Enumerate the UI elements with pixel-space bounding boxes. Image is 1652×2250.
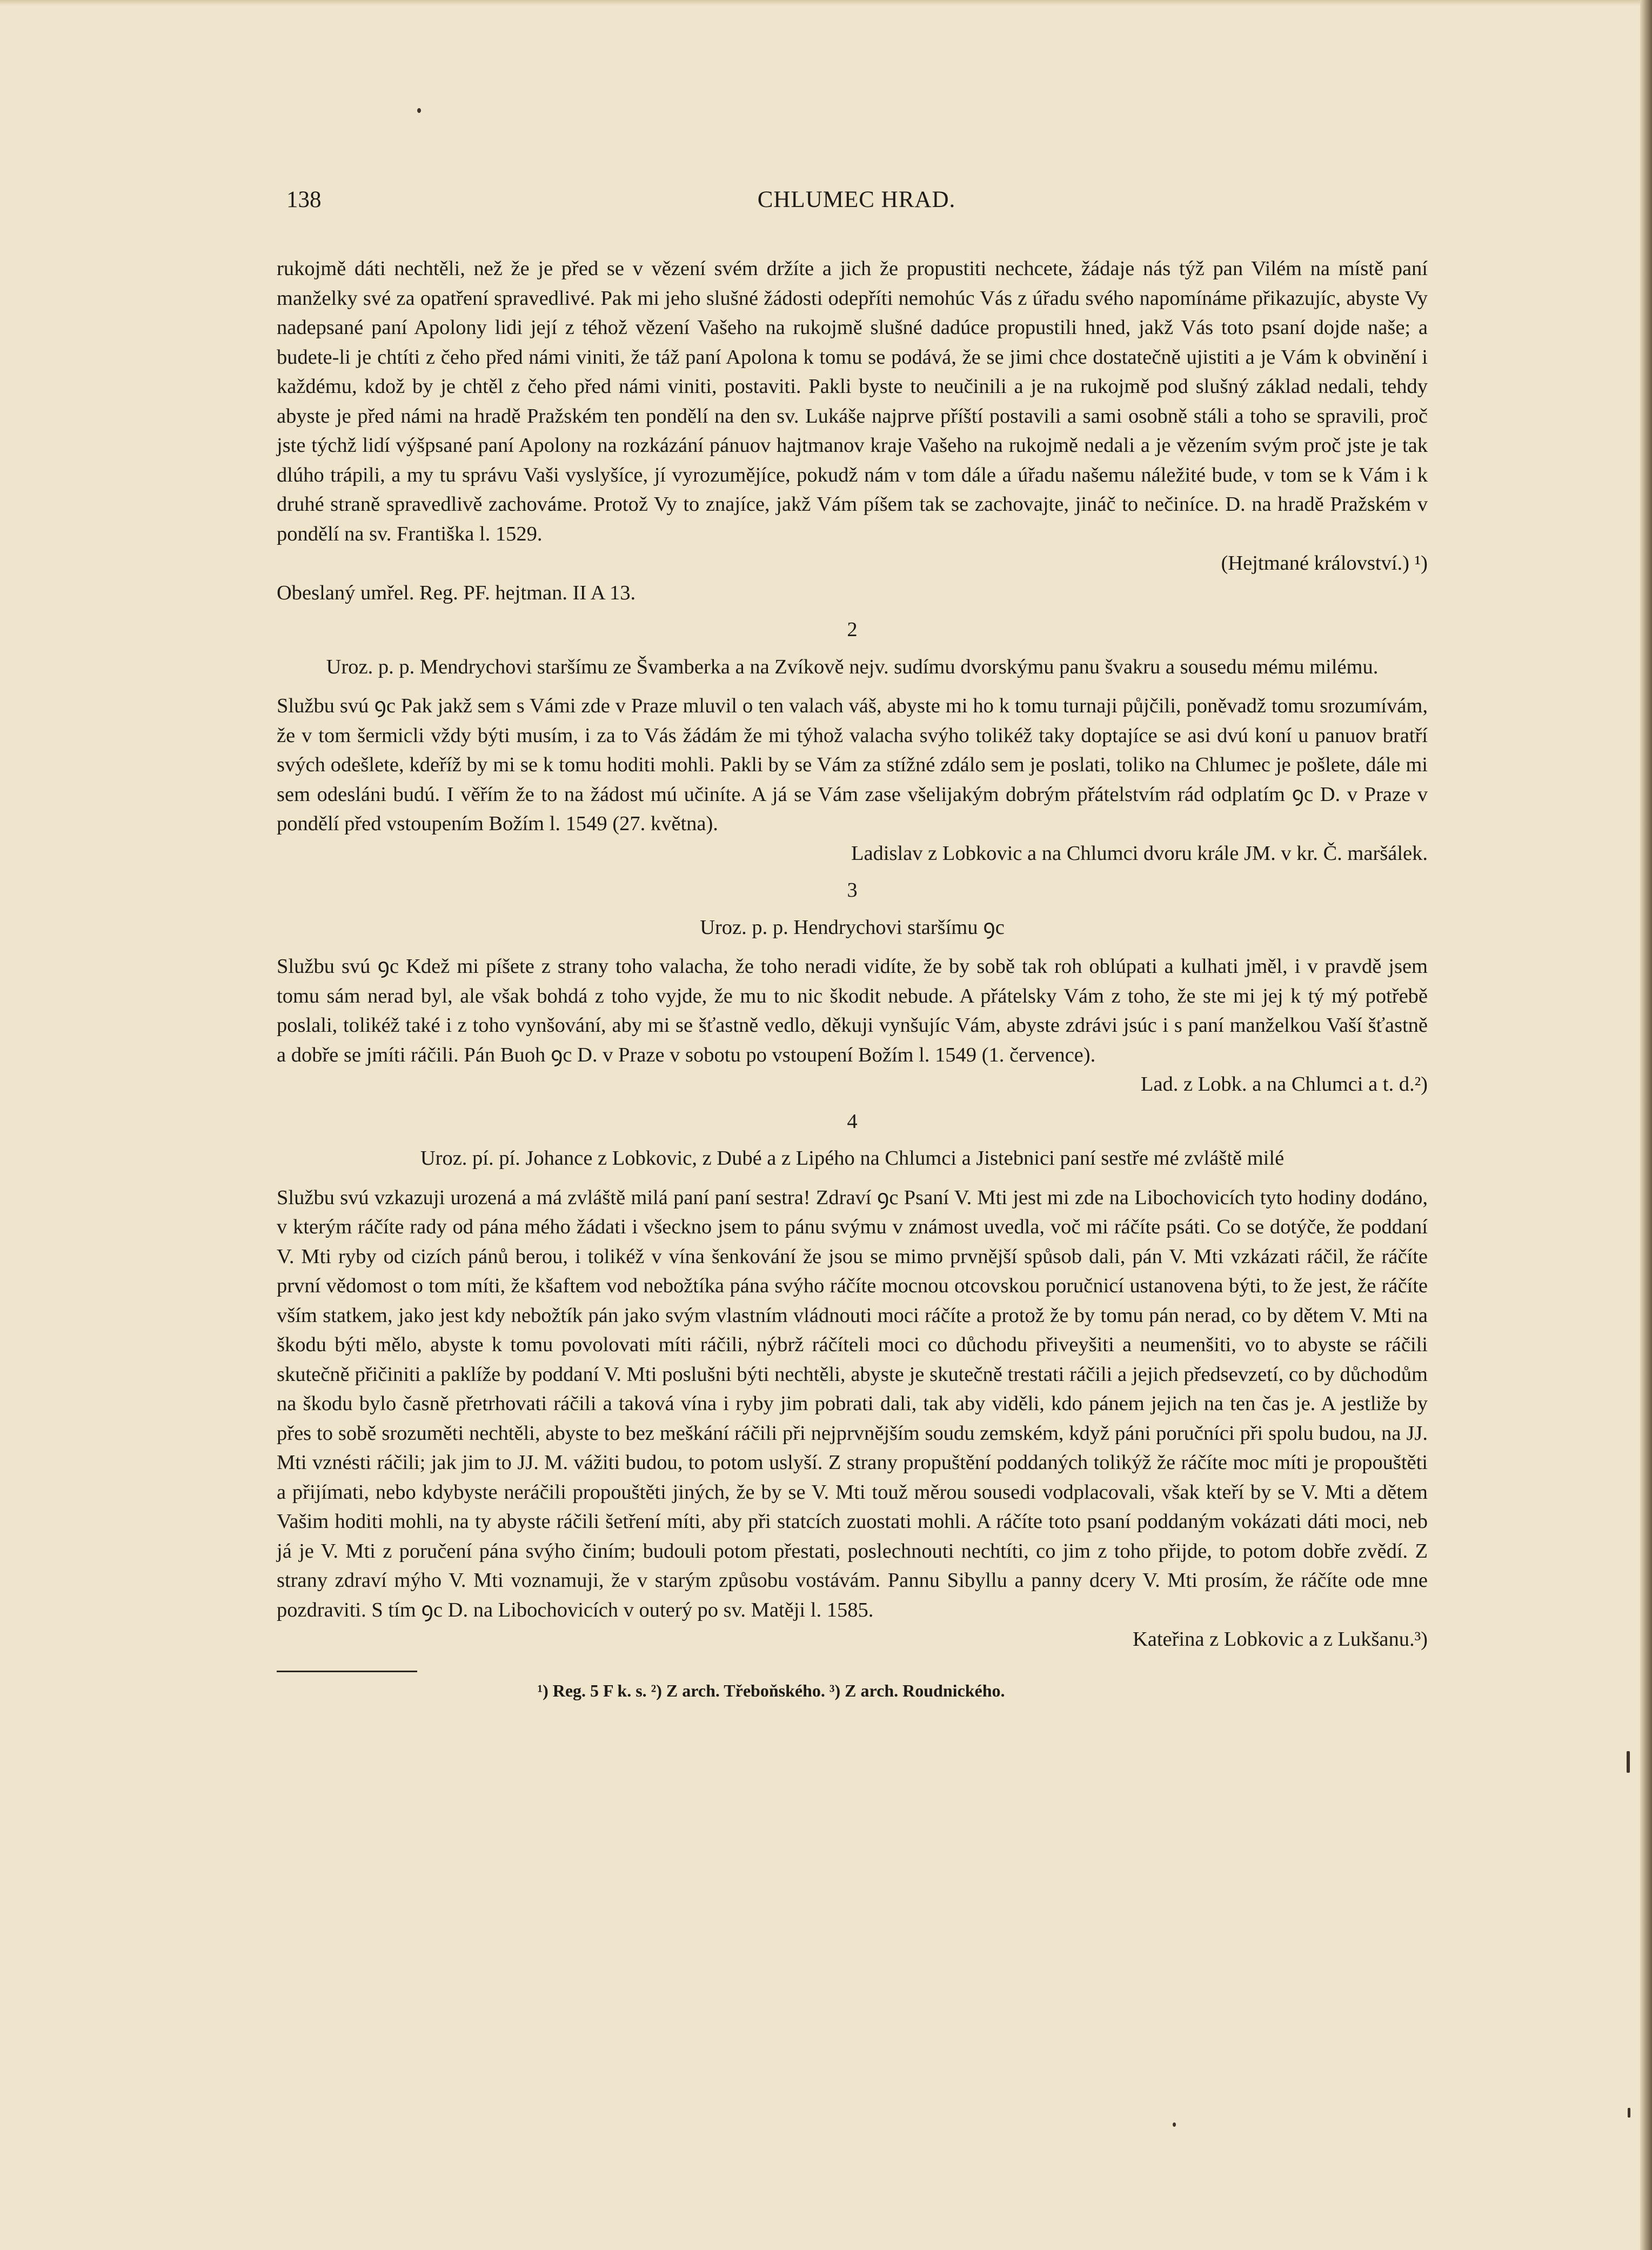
- page-right-edge: [1640, 0, 1652, 2250]
- letter-address: Uroz. pí. pí. Johance z Lobkovic, z Dubé a z Lipého na Chlumci a Jistebnici paní sestře mé zvláště milé: [420, 1147, 1285, 1170]
- letter-body: rukojmě dáti nechtěli, než že je před se v vězení svém držíte a jich že propustiti nechcete, žádaje nás týž pan Vilém na místě paní manželky své za opatření spravedlivé. Pak mi jeho slušné žádosti odepříti nemohúc Vás z úřadu svého napomínáme přikazujíc, abyste Vy nadepsané paní Apolony lidi její z téhož vězení Vašeho na rukojmě slušné dadúce propustili hned, jakž Vás toto psaní dojde naše; a budete-li je chtíti z čeho před námi viniti, že táž paní Apolona k tomu se podává, že se jimi chce dostatečně ujistiti a je Vám k obvinění i každému, kdož by je chtěl z čeho před námi viniti, postaviti. Pakli byste to neučinili a je na rukojmě pod slušný základ nedali, tehdy abyste je před námi na hradě Pražském ten pondělí na den sv. Lukáše najprve příští postavili a sami osobně stáli a toho se spravili, proč jste týchž lidí výšpsané paní Apolony na rozkázání pánuov hajtmanov kraje Vašeho na rukojmě nedali a je vězením svým proč jste je tak dlúho trápili, a my tu správu Vaši vyslyšíce, jí vyrozumějíce, pokudž nám v tom dále a úřadu našemu náležité bude, v tom se k Vám i k druhé straně spravedlivě zachováme. Protož Vy to znajíce, jakž Vám píšem tak se zachovajte, jináč to nečiníce. D. na hradě Pražském v pondělí na sv. Františka l. 1529.: [277, 257, 1428, 545]
- letter-signature: (Hejtmané království.) ¹): [1221, 552, 1428, 575]
- letter-4: [277, 1107, 1428, 1654]
- letter-body: Službu svú ꝯc Kdež mi píšete z strany toho valacha, že toho neradi vidíte, že by sobě tak roh oblúpati a kulhati jměl, i v pravdě jsem tomu sám nerad byl, ale však bohdá z toho vyjde, že mu to nic škodit nebude. A přátelsky Vám z toho, že ste mi jej k tý mý potřebě poslali, tolikéž také i z toho vynšování, aby mi se šťastně vedlo, děkuji vynšujíc Vám, abyste zdrávi jsúc i s paní manželkou Vaší šťastně a dobře se jmíti ráčili. Pán Buoh ꝯc D. v Praze v sobotu po vstoupení Božím l. 1549 (1. července).: [277, 955, 1428, 1066]
- running-head: CHLUMEC HRAD.: [757, 187, 956, 212]
- letter-address: Uroz. p. p. Mendrychovi staršímu ze Švamberka a na Zvíkově nejv. sudímu dvorskýmu panu švakru a sousedu mému milému.: [326, 655, 1379, 678]
- letter-address: Uroz. p. p. Hendrychovi staršímu ꝯc: [700, 916, 1005, 939]
- footnote-rule: [277, 1671, 417, 1672]
- letter-3: [277, 876, 1428, 1099]
- letter-signature: Lad. z Lobk. a na Chlumci a t. d.²): [1140, 1073, 1428, 1096]
- letter-signature: Kateřina z Lobkovic a z Lukšanu.³): [1132, 1628, 1428, 1651]
- letter-number: 4: [847, 1110, 858, 1133]
- paper-speck: [417, 108, 421, 113]
- editorial-note: Obeslaný umřel. Reg. PF. hejtman. II A 13.: [277, 581, 636, 604]
- page-content: [277, 254, 1428, 1702]
- letter-1: [277, 254, 1428, 607]
- letter-number: 3: [847, 879, 858, 902]
- page-header: [286, 184, 1427, 216]
- letter-body: Službu svú vzkazuji urozená a má zvláště milá paní paní sestra! Zdraví ꝯc Psaní V. Mti jest mi zde na Libochovicích tyto hodiny dodáno, v kterým ráčíte rady od pána mého žádati i všeckno jsem to pánu svýmu v známost uvedla, voč mi ráčíte psáti. Co se dotýče, že poddaní V. Mti ryby od cizích pánů berou, i tolikéž v vína šenkování že jsou se mimo prvnější spůsob dali, pán V. Mti vzkázati ráčil, že ráčíte první vědomost o tom míti, že kšaftem vod nebožtíka pána svýho ráčíte mocnou otcovskou poručnicí ustanovena býti, to že jest, že ráčíte vším statkem, jako jest kdy nebožtík pán jako svým vlastním vládnouti moci ráčíte a protož že by tomu pán nerad, co by dětem V. Mti na škodu býti mělo, abyste k tomu povolovati míti ráčili, nýbrž ráčíteli moci co důchodu přiveyšiti a neumenšiti, vo to abyste se ráčili skutečně přičiniti a paklíže by poddaní V. Mti poslušni býti nechtěli, abyste je skutečně trestati ráčili a jejich předsevzetí, co by důchodům na škodu bylo časně přetrhovati ráčili a taková vína i ryby jim pobrati dali, tak aby viděli, kdo pánem jejich na ten čas je. A jestliže by přes to sobě srozuměti nechtěli, abyste to bez meškání ráčili při nejprvnějším soudu zemském, když páni poručníci při spolu budou, na JJ. Mti vznésti ráčili; jak jim to JJ. M. vážiti budou, to potom uslyší. Z strany propuštění poddaných tolikýž že ráčíte moc míti je propouštěti a přijímati, nebo kdybyste neráčili propouštěti jiných, že by se V. Mti touž měrou sousedi vodplacovali, však kteří by se V. Mti a dětem Vašim hoditi mohli, na ty abyste ráčili šetření míti, aby při statcích zuostati mohli. A ráčíte toto psaní poddaným vokázati dáti moci, neb já je V. Mti z poručení pána svýho činím; budouli potom přestati, poslechnouti nechtíti, co jim z toho přijde, to potom dobře zvědí. Z strany zdraví mýho V. Mti voznamuji, že v starým způsobu vostávám. Pannu Sibyllu a panny dcery V. Mti prosím, že ráčíte ode mne pozdraviti. S tím ꝯc D. na Libochovicích v outerý po sv. Matěji l. 1585.: [277, 1186, 1428, 1621]
- letter-signature: Ladislav z Lobkovic a na Chlumci dvoru krále JM. v kr. Č. maršálek.: [851, 842, 1428, 865]
- letter-number: 2: [847, 618, 858, 641]
- letter-2: [277, 615, 1428, 868]
- page-number: 138: [286, 187, 322, 212]
- paper-speck: [1628, 2108, 1630, 2118]
- paper-speck: [1627, 1751, 1630, 1773]
- letter-body: Službu svú ꝯc Pak jakž sem s Vámi zde v Praze mluvil o ten valach váš, abyste mi ho k tomu turnaji půjčili, poněvadž tomu srozumívám, že v tom šermicli vždy býti musím, i za to Vás žádám že mi týhož valacha svýho tolikéž taky doptajíce se asi dvú koní u panuov bratří svých odešlete, kdeříž by mi se k tomu hoditi mohli. Pakli by se Vám za stížné zdálo sem je poslati, toliko na Chlumec je pošlete, dále mi sem odesláni budú. I věřím že to na žádost mú učiníte. A já se Vám zase všelijakým dobrým přátelstvím rád odplatím ꝯc D. v Praze v pondělí před vstoupením Božím l. 1549 (27. května).: [277, 695, 1428, 835]
- footnotes: ¹) Reg. 5 F k. s. ²) Z arch. Třeboňského. ³) Z arch. Roudnického.: [537, 1680, 1005, 1700]
- page-top-edge: [0, 0, 1652, 5]
- paper-speck: [1173, 2122, 1176, 2127]
